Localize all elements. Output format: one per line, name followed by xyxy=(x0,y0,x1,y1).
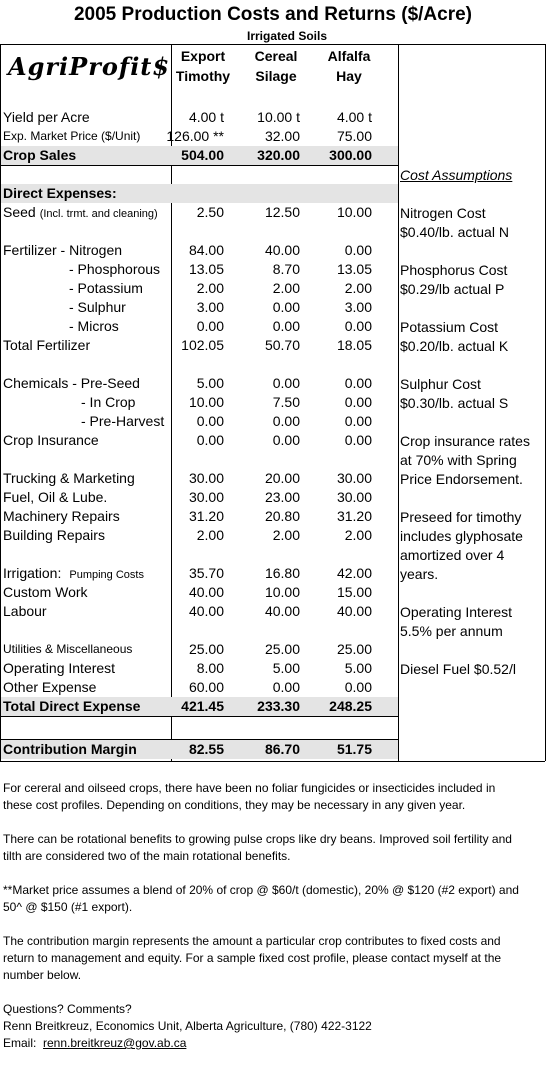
row-value: 320.00 xyxy=(257,147,300,163)
note-line: $0.30/lb. actual S xyxy=(400,395,509,411)
row-value: 7.50 xyxy=(272,394,300,410)
row-value: 30.00 xyxy=(188,489,224,505)
row-label xyxy=(81,412,164,431)
row-value: 8.70 xyxy=(272,261,300,277)
row-label-text: Exp. Market Price ($/Unit) xyxy=(3,129,141,143)
row-value: 0.00 xyxy=(272,375,300,391)
row-label-text: Contribution Margin xyxy=(3,741,137,757)
row-label xyxy=(69,298,126,317)
row-label xyxy=(81,393,135,412)
table-row xyxy=(1,621,398,640)
row-value: 30.00 xyxy=(336,489,372,505)
row-label xyxy=(3,469,135,488)
row-value: 10.00 t xyxy=(257,109,300,125)
table-row xyxy=(1,184,398,203)
row-label-text: - Potassium xyxy=(69,280,143,296)
footer-paragraph: The contribution margin represents the amount a particular crop contributes to fixed costs and return to management and equity. For a sample fixed cost profile, please contact myself at the number below. xyxy=(3,934,502,982)
table-row xyxy=(1,469,398,488)
row-value: 18.05 xyxy=(336,337,372,353)
row-label-detail: (Incl. trmt. and cleaning) xyxy=(39,208,158,220)
row-label-text: Chemicals - Pre-Seed xyxy=(3,375,140,391)
note-line: Nitrogen Cost xyxy=(400,205,486,221)
table-row xyxy=(1,355,398,374)
note-line: Diesel Fuel $0.52/l xyxy=(400,661,516,677)
table-row xyxy=(1,507,398,526)
row-value: 15.00 xyxy=(336,584,372,600)
row-value: 0.00 xyxy=(196,318,224,334)
row-value: 2.00 xyxy=(344,527,372,543)
row-value: 13.05 xyxy=(336,261,372,277)
row-label-text: Crop Insurance xyxy=(3,432,99,448)
table-row xyxy=(1,564,398,583)
note-line: amortized over 4 xyxy=(400,547,505,563)
note-line: $0.40/lb. actual N xyxy=(400,224,509,240)
row-value: 0.00 xyxy=(344,432,372,448)
footer-contact: Renn Breitkreuz, Economics Unit, Alberta Agriculture, (780) 422-3122 xyxy=(3,1019,372,1033)
table-row xyxy=(1,317,398,336)
row-label-text: Building Repairs xyxy=(3,527,105,543)
row-value: 10.00 xyxy=(188,394,224,410)
row-value: 51.75 xyxy=(336,741,372,757)
table-row xyxy=(1,583,398,602)
footer-paragraph: There can be rotational benefits to growing pulse crops like dry beans. Improved soil fertility and tilth are considered two of the main rotational benefits. xyxy=(3,832,512,863)
table-row xyxy=(1,374,398,393)
row-label xyxy=(3,108,90,127)
row-label-text: Crop Sales xyxy=(3,147,77,163)
row-value: 2.50 xyxy=(196,204,224,220)
row-value: 75.00 xyxy=(336,128,372,144)
row-label-text: Yield per Acre xyxy=(3,109,90,125)
table-row xyxy=(1,108,398,127)
row-label xyxy=(3,526,105,545)
row-value: 2.00 xyxy=(272,527,300,543)
row-value: 0.00 xyxy=(272,318,300,334)
note-line: Price Endorsement. xyxy=(400,471,523,487)
note-line: Phosphorus Cost xyxy=(400,262,508,278)
row-label xyxy=(3,488,107,507)
row-value: 35.70 xyxy=(188,565,224,581)
table-row xyxy=(1,241,398,260)
table-row xyxy=(1,488,398,507)
row-value: 126.00 ** xyxy=(166,128,224,144)
table-row xyxy=(1,146,398,166)
row-label-text: Utilities & Miscellaneous xyxy=(3,642,133,656)
note-line: includes glyphosate xyxy=(400,528,523,544)
row-value: 12.50 xyxy=(264,204,300,220)
row-value: 102.05 xyxy=(181,337,224,353)
note-line: Potassium Cost xyxy=(400,319,499,335)
row-value: 42.00 xyxy=(336,565,372,581)
note-line: $0.29/lb actual P xyxy=(400,281,505,297)
email-link[interactable]: renn.breitkreuz@gov.ab.ca xyxy=(43,1036,187,1050)
row-value: 40.00 xyxy=(264,603,300,619)
row-value: 30.00 xyxy=(188,470,224,486)
row-label xyxy=(3,241,122,260)
column-header-line1: Cereal xyxy=(254,48,298,64)
note-line: Operating Interest xyxy=(400,604,513,620)
row-label-text: Fertilizer - Nitrogen xyxy=(3,242,123,258)
row-value: 50.70 xyxy=(264,337,300,353)
table-row xyxy=(1,602,398,621)
row-value: 40.00 xyxy=(188,603,224,619)
footer-email-line xyxy=(3,1035,523,1052)
row-label-text: Operating Interest xyxy=(3,660,116,676)
row-value: 10.00 xyxy=(264,584,300,600)
row-value: 2.00 xyxy=(196,280,224,296)
row-label-text: Machinery Repairs xyxy=(3,508,120,524)
column-header-export-timothy xyxy=(172,46,234,86)
note-line: at 70% with Spring xyxy=(400,452,517,468)
table-row xyxy=(1,260,398,279)
row-value: 40.00 xyxy=(264,242,300,258)
table-row xyxy=(1,450,398,469)
row-value: 0.00 xyxy=(344,679,372,695)
table-row xyxy=(1,165,398,184)
row-value: 84.00 xyxy=(188,242,224,258)
row-value: 13.05 xyxy=(188,261,224,277)
table-right-border xyxy=(398,44,399,761)
row-value: 248.25 xyxy=(329,698,372,714)
row-value: 0.00 xyxy=(344,394,372,410)
page-title: 2005 Production Costs and Returns ($/Acre) xyxy=(73,4,473,25)
note-line: 5.5% per annum xyxy=(400,623,503,639)
row-value: 0.00 xyxy=(272,413,300,429)
row-label-text: - Micros xyxy=(69,318,119,334)
row-label xyxy=(3,184,117,203)
table-row xyxy=(1,678,398,697)
row-value: 40.00 xyxy=(188,584,224,600)
row-label xyxy=(69,260,160,279)
row-label-text: Trucking & Marketing xyxy=(3,470,135,486)
cost-assumptions-heading: Cost Assumptions xyxy=(400,167,513,183)
row-value: 82.55 xyxy=(188,741,224,757)
row-value: 0.00 xyxy=(272,679,300,695)
row-label xyxy=(3,678,96,697)
table-row xyxy=(1,336,398,355)
row-value: 300.00 xyxy=(329,147,372,163)
row-label-text: Irrigation: xyxy=(3,565,62,581)
table-row xyxy=(1,279,398,298)
row-value: 8.00 xyxy=(196,660,224,676)
column-header-line2: Hay xyxy=(336,68,362,84)
row-label-text: - Pre-Harvest xyxy=(81,413,165,429)
note-line: $0.20/lb. actual K xyxy=(400,338,509,354)
row-value: 25.00 xyxy=(336,641,372,657)
row-label xyxy=(3,507,120,526)
row-value: 0.00 xyxy=(344,242,372,258)
row-value: 20.00 xyxy=(264,470,300,486)
row-value: 4.00 t xyxy=(188,109,224,125)
row-label-detail: Pumping Costs xyxy=(69,569,144,581)
footer-questions: Questions? Comments? xyxy=(3,1002,132,1016)
table-row xyxy=(1,203,398,222)
table-row xyxy=(1,222,398,241)
row-label xyxy=(3,146,76,165)
row-label-text: - Phosphorous xyxy=(69,261,161,277)
table-row xyxy=(1,739,398,759)
row-value: 3.00 xyxy=(196,299,224,315)
note-line: years. xyxy=(400,566,439,582)
row-value: 25.00 xyxy=(188,641,224,657)
row-value: 23.00 xyxy=(264,489,300,505)
row-value: 5.00 xyxy=(196,375,224,391)
table-row xyxy=(1,545,398,564)
note-line: Preseed for timothy xyxy=(400,509,522,525)
table-row xyxy=(1,127,398,146)
column-header-cereal-silage xyxy=(244,46,308,86)
row-value: 233.30 xyxy=(257,698,300,714)
row-value: 32.00 xyxy=(264,128,300,144)
row-label-text: Other Expense xyxy=(3,679,97,695)
row-label xyxy=(3,431,99,450)
row-value: 60.00 xyxy=(188,679,224,695)
column-header-alfalfa-hay xyxy=(318,46,380,86)
footer-paragraph: For cereral and oilseed crops, there have been no foliar fungicides or insecticides included in these cost profiles. Depending on conditions, they may be necessary in any given year. xyxy=(3,781,496,812)
row-value: 10.00 xyxy=(336,204,372,220)
row-label-text: - In Crop xyxy=(81,394,136,410)
row-label-text: Custom Work xyxy=(3,584,88,600)
row-label xyxy=(3,583,88,602)
row-value: 504.00 xyxy=(181,147,224,163)
row-label xyxy=(3,659,115,678)
row-value: 40.00 xyxy=(336,603,372,619)
row-label-text: Total Fertilizer xyxy=(3,337,91,353)
row-value: 86.70 xyxy=(264,741,300,757)
table-row xyxy=(1,716,398,735)
row-value: 0.00 xyxy=(272,432,300,448)
row-value: 31.20 xyxy=(336,508,372,524)
row-value: 3.00 xyxy=(344,299,372,315)
page-subtitle: Irrigated Soils xyxy=(246,29,328,43)
row-value: 25.00 xyxy=(264,641,300,657)
row-label xyxy=(3,640,132,659)
table-row xyxy=(1,298,398,317)
row-value: 16.80 xyxy=(264,565,300,581)
row-value: 0.00 xyxy=(196,413,224,429)
row-label xyxy=(69,279,143,298)
note-line: Sulphur Cost xyxy=(400,376,481,392)
column-header-line2: Timothy xyxy=(175,68,231,84)
row-value: 2.00 xyxy=(344,280,372,296)
row-label-text: Direct Expenses: xyxy=(3,185,117,201)
table-row xyxy=(1,697,398,717)
note-line: Crop insurance rates xyxy=(400,433,530,449)
table-row xyxy=(1,412,398,431)
row-label xyxy=(3,127,140,146)
row-value: 0.00 xyxy=(344,375,372,391)
table-row xyxy=(1,393,398,412)
row-label xyxy=(3,602,47,621)
row-label-text: - Sulphur xyxy=(69,299,126,315)
row-value: 5.00 xyxy=(344,660,372,676)
row-value: 0.00 xyxy=(344,413,372,429)
column-header-line1: Alfalfa xyxy=(327,48,371,64)
row-label xyxy=(69,317,119,336)
row-label-text: Fuel, Oil & Lube. xyxy=(3,489,108,505)
row-value: 0.00 xyxy=(344,318,372,334)
column-header-line1: Export xyxy=(180,48,226,64)
row-label-text: Seed xyxy=(3,204,36,220)
agriprofits-logo: AgriProfit$ xyxy=(8,52,171,81)
row-value: 5.00 xyxy=(272,660,300,676)
row-value: 0.00 xyxy=(272,299,300,315)
row-label xyxy=(3,374,140,393)
email-label: Email: xyxy=(3,1036,37,1050)
row-value: 4.00 t xyxy=(336,109,372,125)
row-label xyxy=(3,697,140,716)
row-value: 31.20 xyxy=(188,508,224,524)
row-value: 0.00 xyxy=(196,432,224,448)
row-value: 2.00 xyxy=(196,527,224,543)
row-value: 2.00 xyxy=(272,280,300,296)
table-row xyxy=(1,659,398,678)
footer-notes xyxy=(3,780,523,1052)
row-label xyxy=(3,203,158,224)
row-label-text: Total Direct Expense xyxy=(3,698,141,714)
table-row xyxy=(1,431,398,450)
footer-paragraph: **Market price assumes a blend of 20% of crop @ $60/t (domestic), 20% @ $120 (#2 export) and 50^ @ $150 (#1 export). xyxy=(3,883,519,914)
row-value: 20.80 xyxy=(264,508,300,524)
row-value: 30.00 xyxy=(336,470,372,486)
row-label xyxy=(3,740,137,759)
row-label xyxy=(3,564,144,585)
row-label xyxy=(3,336,90,355)
table-row xyxy=(1,526,398,545)
row-label-text: Labour xyxy=(3,603,47,619)
column-header-line2: Silage xyxy=(255,68,297,84)
table-row xyxy=(1,640,398,659)
row-value: 421.45 xyxy=(181,698,224,714)
